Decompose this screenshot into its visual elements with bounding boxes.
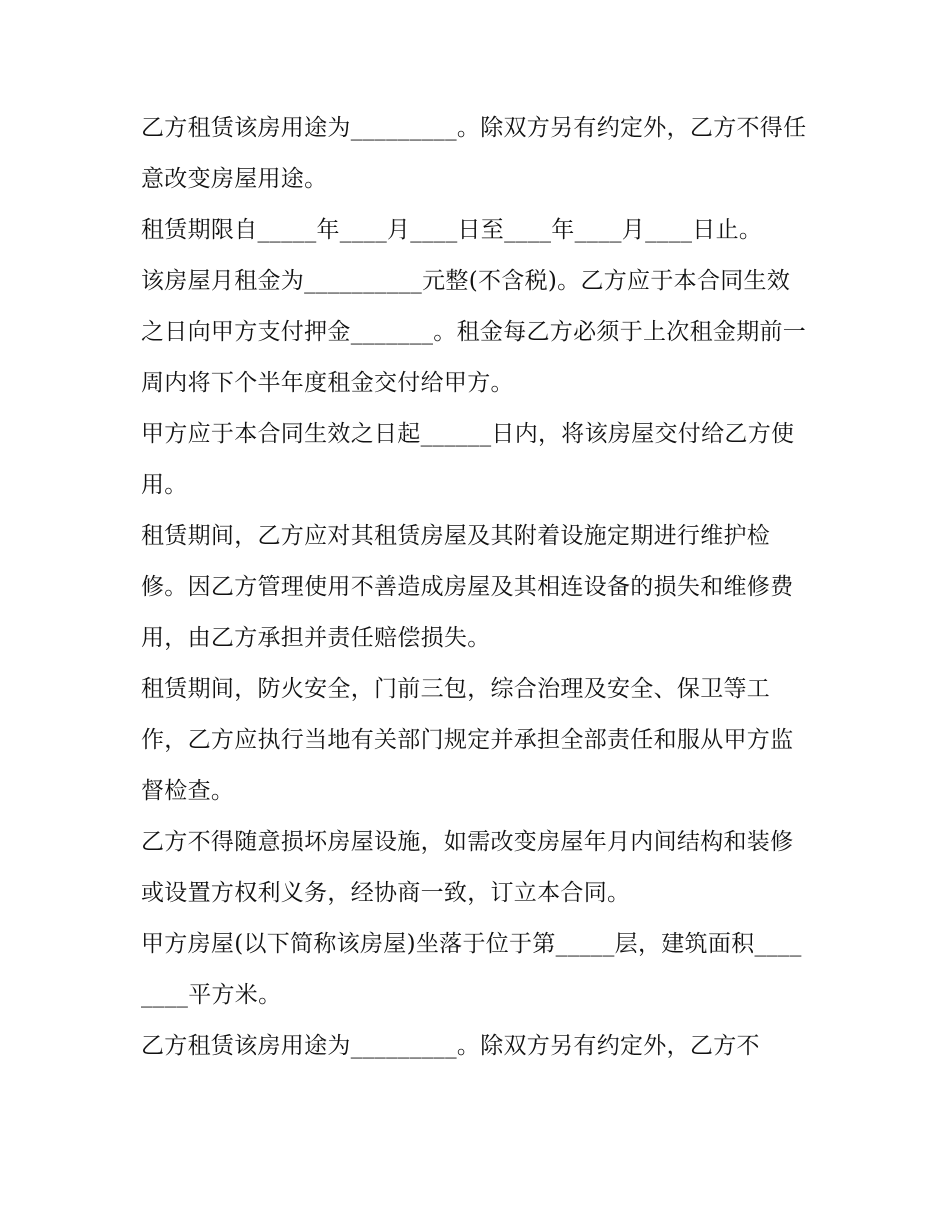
paragraph-rent: 该房屋月租金为__________元整(不含税)。乙方应于本合同生效之日向甲方支付押金_______。租金每乙方必须于上次租金期前一周内将下个半年度租金交付给甲方。	[141, 268, 807, 396]
paragraph-location: 甲方房屋(以下简称该房屋)坐落于位于第_____层，建筑面积________平方米。	[141, 931, 802, 1008]
paragraph-maintenance: 租赁期间，乙方应对其租赁房屋及其附着设施定期进行维护检修。因乙方管理使用不善造成房屋及其相连设备的损失和维修费用，由乙方承担并责任赔偿损失。	[141, 523, 794, 651]
paragraph-safety: 租赁期间，防火安全，门前三包，综合治理及安全、保卫等工作，乙方应执行当地有关部门规定并承担全部责任和服从甲方监督检查。	[141, 676, 794, 804]
paragraph-facilities: 乙方不得随意损坏房屋设施，如需改变房屋年月内间结构和装修或设置方权利义务，经协商一致，订立本合同。	[141, 829, 794, 906]
document-body	[141, 103, 813, 1072]
paragraph-handover: 甲方应于本合同生效之日起______日内，将该房屋交付给乙方使用。	[141, 421, 795, 498]
paragraph-usage: 乙方租赁该房用途为_________。除双方另有约定外，乙方不得任意改变房屋用途。	[141, 115, 807, 192]
paragraph-lease-term: 租赁期限自_____年____月____日至____年____月____日止。	[141, 217, 763, 243]
paragraph-usage-repeat: 乙方租赁该房用途为_________。除双方另有约定外，乙方不	[141, 1033, 760, 1059]
